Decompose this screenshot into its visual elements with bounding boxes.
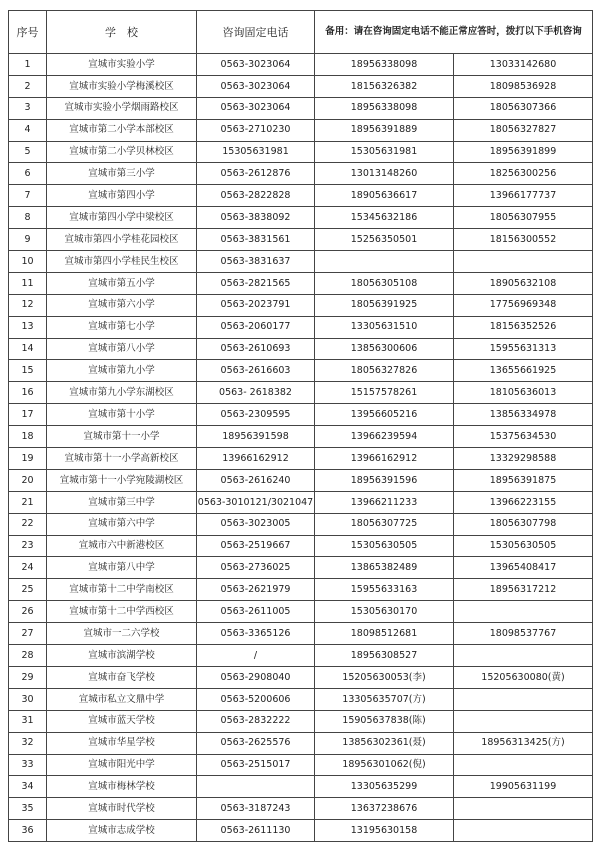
row-mobile-1: 15157578261 <box>315 382 454 404</box>
row-phone: 0563- 2618382 <box>197 382 315 404</box>
row-school: 宣城市第八小学 <box>47 338 197 360</box>
row-phone: 0563-2515017 <box>197 754 315 776</box>
row-mobile-2 <box>454 251 593 273</box>
row-phone: 0563-2611005 <box>197 601 315 623</box>
table-row <box>9 360 593 382</box>
row-mobile-1: 13305635299 <box>315 776 454 798</box>
table-row <box>9 469 593 491</box>
row-school: 宣城市第二小学贝林校区 <box>47 141 197 163</box>
row-no: 12 <box>9 294 47 316</box>
row-phone: 0563-2309595 <box>197 404 315 426</box>
row-mobile-1: 18956391596 <box>315 469 454 491</box>
row-mobile-1: 15905637838(陈) <box>315 710 454 732</box>
row-mobile-1: 13956605216 <box>315 404 454 426</box>
row-school: 宣城市第四小学中梁校区 <box>47 207 197 229</box>
row-no: 24 <box>9 557 47 579</box>
row-phone: 15305631981 <box>197 141 315 163</box>
table-header-row <box>9 11 593 54</box>
row-no: 33 <box>9 754 47 776</box>
row-school: 宣城市第七小学 <box>47 316 197 338</box>
row-mobile-2: 15955631313 <box>454 338 593 360</box>
row-phone: 0563-2612876 <box>197 163 315 185</box>
row-mobile-2: 18056307955 <box>454 207 593 229</box>
row-phone: 0563-3023064 <box>197 75 315 97</box>
row-mobile-1: 18056307725 <box>315 513 454 535</box>
table-row <box>9 513 593 535</box>
row-school: 宣城市私立文鼎中学 <box>47 688 197 710</box>
table-row <box>9 75 593 97</box>
row-school: 宣城市第三中学 <box>47 491 197 513</box>
row-school: 宣城市一二六学校 <box>47 623 197 645</box>
row-school: 宣城市第六小学 <box>47 294 197 316</box>
row-school: 宣城市第三小学 <box>47 163 197 185</box>
row-no: 3 <box>9 97 47 119</box>
table-row <box>9 272 593 294</box>
row-mobile-2 <box>454 601 593 623</box>
row-school: 宣城市第五小学 <box>47 272 197 294</box>
row-school: 宣城市第十一小学 <box>47 426 197 448</box>
table-row <box>9 491 593 513</box>
row-school: 宣城市第八中学 <box>47 557 197 579</box>
row-no: 25 <box>9 579 47 601</box>
row-phone: 0563-2710230 <box>197 119 315 141</box>
table-row <box>9 666 593 688</box>
table-row <box>9 579 593 601</box>
row-mobile-2: 19905631199 <box>454 776 593 798</box>
row-phone <box>197 776 315 798</box>
row-mobile-1: 13195630158 <box>315 820 454 842</box>
table-row <box>9 382 593 404</box>
row-mobile-2: 15205630080(黄) <box>454 666 593 688</box>
row-no: 27 <box>9 623 47 645</box>
row-phone: 0563-2611130 <box>197 820 315 842</box>
row-mobile-1: 18956338098 <box>315 54 454 76</box>
table-row <box>9 448 593 470</box>
row-mobile-1: 13856300606 <box>315 338 454 360</box>
row-school: 宣城市第六中学 <box>47 513 197 535</box>
table-row <box>9 776 593 798</box>
row-school: 宣城市第十二中学西校区 <box>47 601 197 623</box>
row-mobile-1: 13966211233 <box>315 491 454 513</box>
row-mobile-1: 13966239594 <box>315 426 454 448</box>
row-mobile-2 <box>454 645 593 667</box>
row-no: 1 <box>9 54 47 76</box>
row-phone: 18956391598 <box>197 426 315 448</box>
table-row <box>9 141 593 163</box>
row-no: 17 <box>9 404 47 426</box>
row-mobile-2: 15375634530 <box>454 426 593 448</box>
row-mobile-2: 18098536928 <box>454 75 593 97</box>
row-phone: 0563-2060177 <box>197 316 315 338</box>
row-mobile-1: 15345632186 <box>315 207 454 229</box>
row-no: 18 <box>9 426 47 448</box>
row-phone: 0563-2023791 <box>197 294 315 316</box>
table-body <box>9 54 593 842</box>
row-no: 31 <box>9 710 47 732</box>
row-mobile-1: 13013148260 <box>315 163 454 185</box>
row-phone: 0563-3023005 <box>197 513 315 535</box>
row-mobile-1: 18956338098 <box>315 97 454 119</box>
row-mobile-2: 13655661925 <box>454 360 593 382</box>
row-no: 15 <box>9 360 47 382</box>
row-school: 宣城市第十一小学高新校区 <box>47 448 197 470</box>
row-no: 21 <box>9 491 47 513</box>
row-school: 宣城市第四小学桂民生校区 <box>47 251 197 273</box>
row-school: 宣城市第十二中学南校区 <box>47 579 197 601</box>
row-phone: 0563-3838092 <box>197 207 315 229</box>
row-school: 宣城市时代学校 <box>47 798 197 820</box>
table-row <box>9 316 593 338</box>
row-phone: 0563-2822828 <box>197 185 315 207</box>
row-school: 宣城市实验小学 <box>47 54 197 76</box>
row-mobile-1: 13865382489 <box>315 557 454 579</box>
row-school: 宣城市第四小学桂花园校区 <box>47 229 197 251</box>
row-mobile-1: 15305630505 <box>315 535 454 557</box>
row-no: 5 <box>9 141 47 163</box>
table-row <box>9 535 593 557</box>
row-no: 19 <box>9 448 47 470</box>
row-phone: 0563-3365126 <box>197 623 315 645</box>
row-phone: 0563-2616603 <box>197 360 315 382</box>
row-no: 7 <box>9 185 47 207</box>
row-phone: 0563-2610693 <box>197 338 315 360</box>
row-no: 32 <box>9 732 47 754</box>
row-school: 宣城市实验小学烟雨路校区 <box>47 97 197 119</box>
row-phone: 0563-3023064 <box>197 54 315 76</box>
table-row <box>9 119 593 141</box>
row-no: 13 <box>9 316 47 338</box>
row-mobile-1: 18156326382 <box>315 75 454 97</box>
row-phone: 0563-2908040 <box>197 666 315 688</box>
row-mobile-1: 18956301062(倪) <box>315 754 454 776</box>
row-no: 2 <box>9 75 47 97</box>
row-no: 4 <box>9 119 47 141</box>
table-row <box>9 798 593 820</box>
row-mobile-2: 15305630505 <box>454 535 593 557</box>
table-row <box>9 732 593 754</box>
row-school: 宣城市奋飞学校 <box>47 666 197 688</box>
row-mobile-2: 18905632108 <box>454 272 593 294</box>
row-mobile-1: 18056305108 <box>315 272 454 294</box>
row-no: 23 <box>9 535 47 557</box>
row-no: 29 <box>9 666 47 688</box>
table-row <box>9 97 593 119</box>
row-school: 宣城市第九小学 <box>47 360 197 382</box>
row-mobile-1: 13637238676 <box>315 798 454 820</box>
row-mobile-1: 18098512681 <box>315 623 454 645</box>
row-no: 34 <box>9 776 47 798</box>
row-no: 9 <box>9 229 47 251</box>
table-row <box>9 251 593 273</box>
row-mobile-1: 18056391925 <box>315 294 454 316</box>
row-no: 28 <box>9 645 47 667</box>
row-school: 宣城市华星学校 <box>47 732 197 754</box>
row-mobile-2: 13965408417 <box>454 557 593 579</box>
table-row <box>9 645 593 667</box>
row-mobile-2 <box>454 754 593 776</box>
row-no: 26 <box>9 601 47 623</box>
row-mobile-1: 18056327826 <box>315 360 454 382</box>
row-school: 宣城市阳光中学 <box>47 754 197 776</box>
table-row <box>9 229 593 251</box>
row-phone: 0563-2519667 <box>197 535 315 557</box>
table-row <box>9 601 593 623</box>
row-phone: 0563-3831637 <box>197 251 315 273</box>
row-school: 宣城市六中新港校区 <box>47 535 197 557</box>
row-mobile-1 <box>315 251 454 273</box>
row-school: 宣城市第十一小学宛陵湖校区 <box>47 469 197 491</box>
row-mobile-1: 13856302361(聂) <box>315 732 454 754</box>
table-row <box>9 54 593 76</box>
row-mobile-1: 18905636617 <box>315 185 454 207</box>
row-mobile-2: 18098537767 <box>454 623 593 645</box>
row-mobile-1: 15305630170 <box>315 601 454 623</box>
row-phone: 13966162912 <box>197 448 315 470</box>
table-row <box>9 710 593 732</box>
table-row <box>9 754 593 776</box>
row-no: 36 <box>9 820 47 842</box>
row-no: 35 <box>9 798 47 820</box>
row-mobile-1: 15305631981 <box>315 141 454 163</box>
table-row <box>9 163 593 185</box>
row-no: 30 <box>9 688 47 710</box>
table-row <box>9 207 593 229</box>
row-mobile-2: 18056307366 <box>454 97 593 119</box>
row-mobile-1: 13305635707(方) <box>315 688 454 710</box>
row-phone: 0563-2616240 <box>197 469 315 491</box>
row-mobile-1: 13305631510 <box>315 316 454 338</box>
row-mobile-2: 13966177737 <box>454 185 593 207</box>
row-phone: / <box>197 645 315 667</box>
header-no: 序号 <box>9 11 47 54</box>
row-no: 16 <box>9 382 47 404</box>
school-phone-table <box>8 10 593 842</box>
row-phone: 0563-3023064 <box>197 97 315 119</box>
row-phone: 0563-2821565 <box>197 272 315 294</box>
row-school: 宣城市第十小学 <box>47 404 197 426</box>
row-mobile-2: 13856334978 <box>454 404 593 426</box>
row-mobile-2: 17756969348 <box>454 294 593 316</box>
row-no: 6 <box>9 163 47 185</box>
header-phone: 咨询固定电话 <box>197 11 315 54</box>
row-mobile-1: 13966162912 <box>315 448 454 470</box>
row-mobile-2: 18056327827 <box>454 119 593 141</box>
row-mobile-1: 15256350501 <box>315 229 454 251</box>
row-phone: 0563-3831561 <box>197 229 315 251</box>
header-backup-note: 备用：请在咨询固定电话不能正常应答时，拨打以下手机咨询 <box>315 11 593 54</box>
row-mobile-2: 18256300256 <box>454 163 593 185</box>
row-mobile-2 <box>454 798 593 820</box>
row-school: 宣城市第四小学 <box>47 185 197 207</box>
table-row <box>9 623 593 645</box>
row-phone: 0563-3010121/3021047 <box>197 491 315 513</box>
row-no: 22 <box>9 513 47 535</box>
row-phone: 0563-5200606 <box>197 688 315 710</box>
row-no: 8 <box>9 207 47 229</box>
row-mobile-2: 13033142680 <box>454 54 593 76</box>
row-mobile-2: 18156300552 <box>454 229 593 251</box>
row-mobile-2 <box>454 688 593 710</box>
row-school: 宣城市蓝天学校 <box>47 710 197 732</box>
row-phone: 0563-2625576 <box>197 732 315 754</box>
row-mobile-2: 18056307798 <box>454 513 593 535</box>
row-mobile-2: 18956391899 <box>454 141 593 163</box>
row-school: 宣城市梅林学校 <box>47 776 197 798</box>
row-mobile-2: 18956317212 <box>454 579 593 601</box>
row-mobile-2: 18105636013 <box>454 382 593 404</box>
table-row <box>9 426 593 448</box>
row-no: 20 <box>9 469 47 491</box>
table-row <box>9 688 593 710</box>
row-mobile-1: 15205630053(李) <box>315 666 454 688</box>
row-school: 宣城市第二小学本部校区 <box>47 119 197 141</box>
row-school: 宣城市志成学校 <box>47 820 197 842</box>
row-phone: 0563-3187243 <box>197 798 315 820</box>
row-phone: 0563-2621979 <box>197 579 315 601</box>
row-mobile-2: 18956391875 <box>454 469 593 491</box>
row-phone: 0563-2832222 <box>197 710 315 732</box>
row-school: 宣城市第九小学东湖校区 <box>47 382 197 404</box>
table-row <box>9 185 593 207</box>
row-mobile-2 <box>454 820 593 842</box>
row-no: 14 <box>9 338 47 360</box>
table-row <box>9 404 593 426</box>
row-mobile-2: 13329298588 <box>454 448 593 470</box>
row-no: 11 <box>9 272 47 294</box>
row-mobile-1: 18956391889 <box>315 119 454 141</box>
table-row <box>9 338 593 360</box>
row-school: 宣城市滨湖学校 <box>47 645 197 667</box>
row-phone: 0563-2736025 <box>197 557 315 579</box>
row-mobile-1: 18956308527 <box>315 645 454 667</box>
row-no: 10 <box>9 251 47 273</box>
row-mobile-2 <box>454 710 593 732</box>
row-mobile-2: 13966223155 <box>454 491 593 513</box>
row-school: 宣城市实验小学梅溪校区 <box>47 75 197 97</box>
row-mobile-1: 15955633163 <box>315 579 454 601</box>
row-mobile-2: 18156352526 <box>454 316 593 338</box>
header-school: 学 校 <box>47 11 197 54</box>
table-row <box>9 820 593 842</box>
row-mobile-2: 18956313425(方) <box>454 732 593 754</box>
table-row <box>9 557 593 579</box>
table-row <box>9 294 593 316</box>
